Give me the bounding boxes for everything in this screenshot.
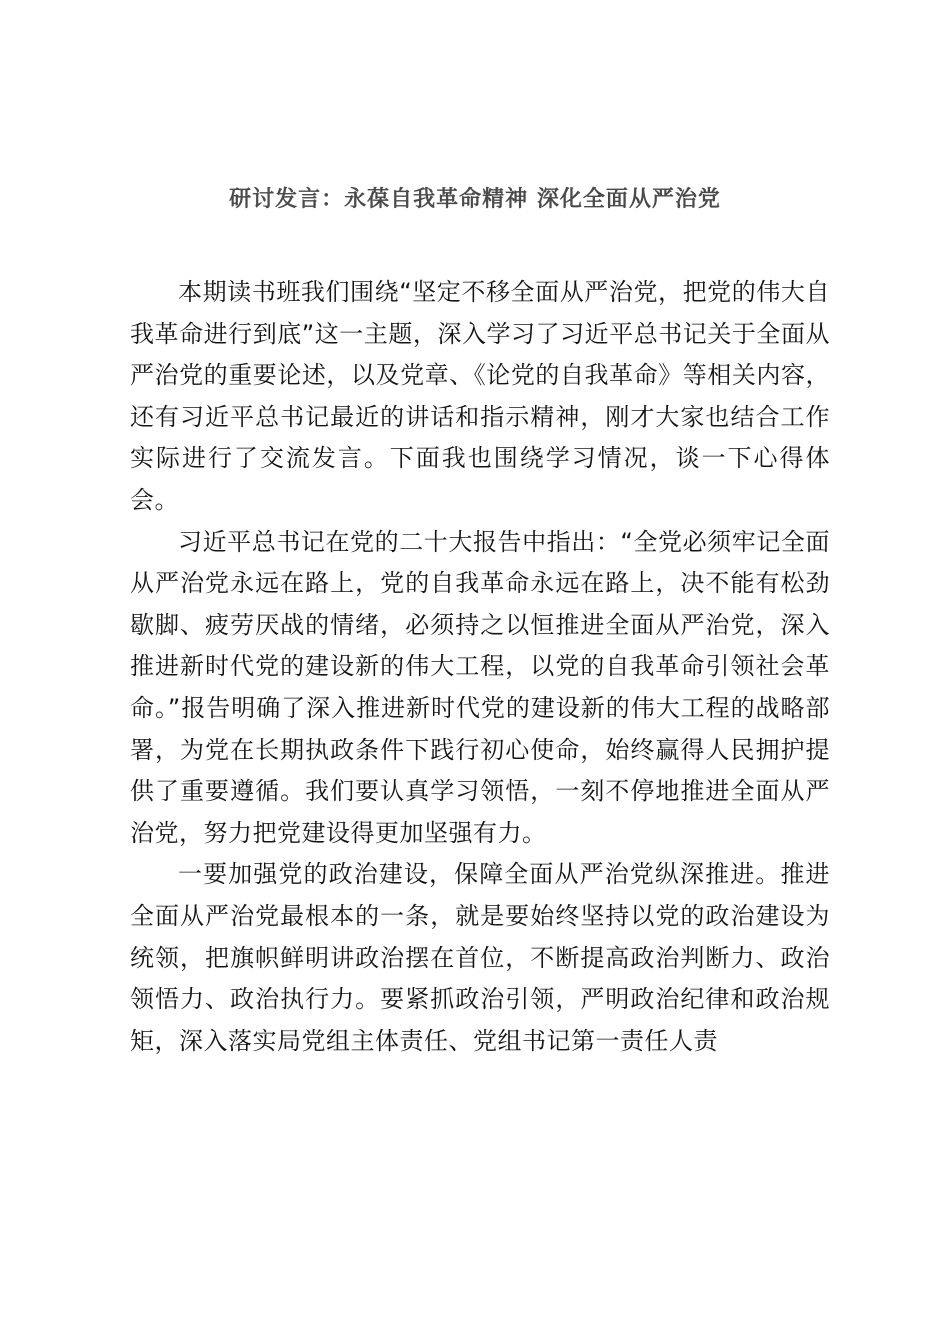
paragraph-intro: 本期读书班我们围绕“坚定不移全面从严治党，把党的伟大自我革命进行到底”这一主题，深入学习了习近平总书记关于全面从严治党的重要论述，以及党章、《论党的自我革命》等相关内容，还有习近平总书记最近的讲话和指示精神，刚才大家也结合工作实际进行了交流发言。下面我也围绕学习情况，谈一下心得体会。	[130, 278, 830, 514]
paragraph-report-quote: 习近平总书记在党的二十大报告中指出：“全党必须牢记全面从严治党永远在路上，党的自我革命永远在路上，决不能有松劲歇脚、疲劳厌战的情绪，必须持之以恒推进全面从严治党，深入推进新时代党的建设新的伟大工程，以党的自我革命引领社会革命。”报告明确了深入推进新时代党的建设新的伟大工程的战略部署，为党在长期执政条件下践行初心使命，始终赢得人民拥护提供了重要遵循。我们要认真学习领悟，一刻不停地推进全面从严治党，努力把党建设得更加坚强有力。	[130, 527, 830, 847]
document-body	[130, 272, 830, 1062]
document-title: 研讨发言：永葆自我革命精神 深化全面从严治党	[229, 187, 721, 212]
paragraph-political-building: 一要加强党的政治建设，保障全面从严治党纵深推进。推进全面从严治党最根本的一条，就是要始终坚持以党的政治建设为统领，把旗帜鲜明讲政治摆在首位，不断提高政治判断力、政治领悟力、政治执行力。要紧抓政治引领，严明政治纪律和政治规矩，深入落实局党组主体责任、党组书记第一责任人责	[130, 860, 830, 1055]
